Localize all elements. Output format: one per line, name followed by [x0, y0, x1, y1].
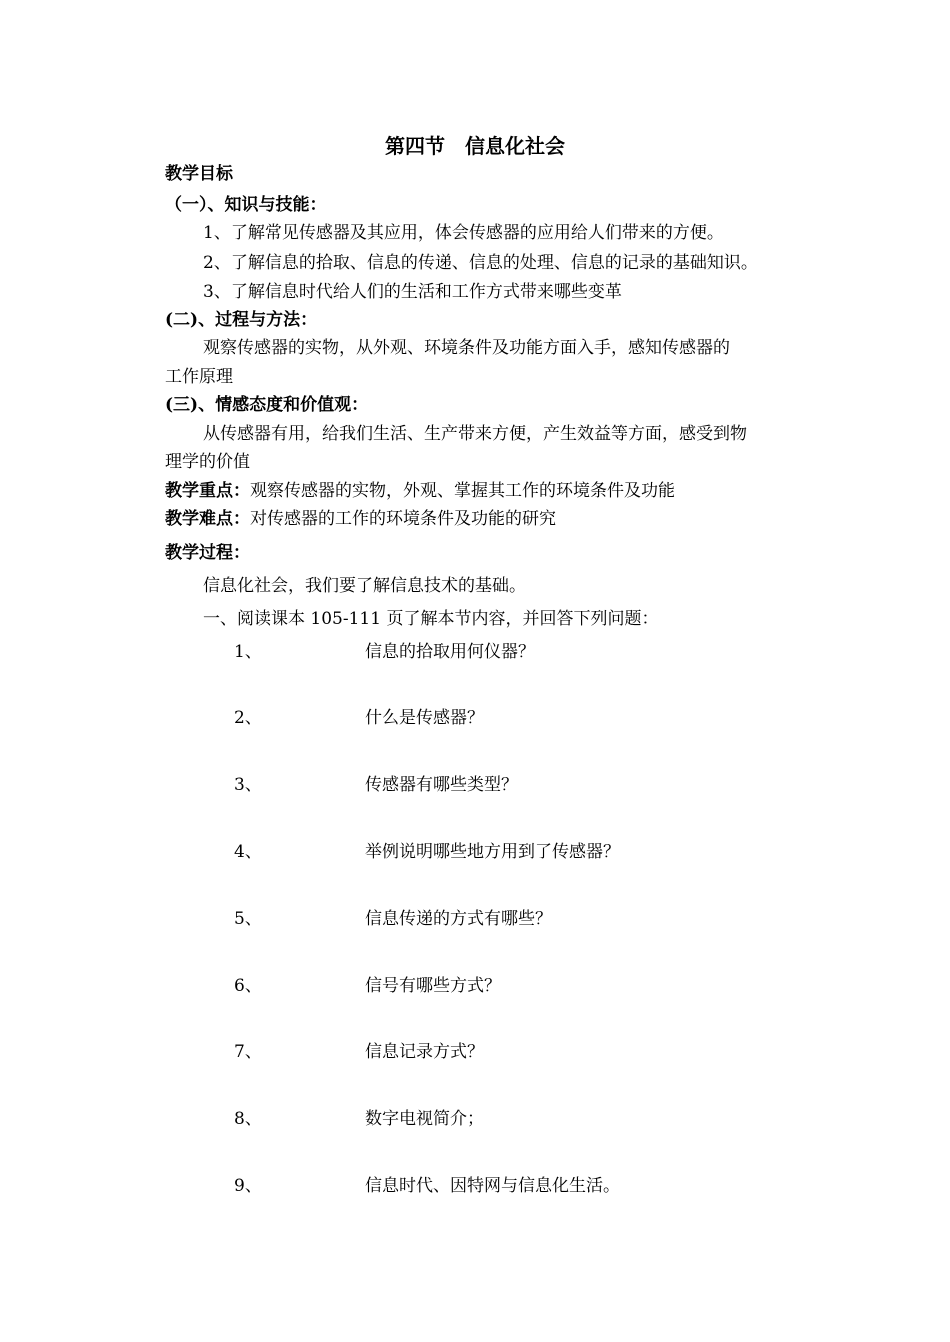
- question-text: 数字电视简介；: [365, 1109, 484, 1129]
- question-number: 2、: [234, 708, 262, 728]
- section2-heading: (二)、过程与方法：: [165, 310, 318, 330]
- question-text: 举例说明哪些地方用到了传感器？: [365, 842, 620, 862]
- question-text: 什么是传感器？: [365, 708, 484, 728]
- question-number: 1、: [234, 642, 262, 662]
- question-text: 信息时代、因特网与信息化生活。: [365, 1176, 620, 1196]
- question-text: 信息传递的方式有哪些？: [365, 909, 552, 929]
- process-heading: 教学过程：: [165, 543, 250, 563]
- objective-item: 1、了解常见传感器及其应用，体会传感器的应用给人们带来的方便。: [203, 223, 724, 243]
- section2-text-line2: 工作原理: [165, 367, 233, 387]
- difficult-point-label: 教学难点：: [165, 509, 250, 529]
- question-text: 信号有哪些方式？: [365, 976, 501, 996]
- objective-item: 3、了解信息时代给人们的生活和工作方式带来哪些变革: [203, 282, 622, 302]
- key-point-text: 观察传感器的实物，外观、掌握其工作的环境条件及功能: [250, 481, 675, 501]
- section3-heading: (三)、情感态度和价值观：: [165, 395, 369, 415]
- question-text: 信息的拾取用何仪器？: [365, 642, 535, 662]
- process-task: 一、阅读课本 105-111 页了解本节内容，并回答下列问题：: [203, 609, 659, 629]
- key-point: [165, 480, 675, 502]
- question-number: 3、: [234, 775, 262, 795]
- question-number: 9、: [234, 1176, 262, 1196]
- objectives-heading: 教学目标: [165, 164, 233, 184]
- section3-text-line1: 从传感器有用，给我们生活、生产带来方便，产生效益等方面，感受到物: [203, 424, 747, 444]
- question-text: 传感器有哪些类型？: [365, 775, 518, 795]
- question-number: 5、: [234, 909, 262, 929]
- section1-heading: （一）、知识与技能：: [165, 195, 327, 215]
- section3-text-line2: 理学的价值: [165, 452, 250, 472]
- section2-text-line1: 观察传感器的实物，从外观、环境条件及功能方面入手，感知传感器的: [203, 338, 730, 358]
- question-number: 8、: [234, 1109, 262, 1129]
- question-number: 7、: [234, 1042, 262, 1062]
- difficult-point-text: 对传感器的工作的环境条件及功能的研究: [250, 509, 556, 529]
- difficult-point: [165, 508, 556, 530]
- page-title: 第四节 信息化社会: [385, 134, 565, 158]
- process-intro: 信息化社会，我们要了解信息技术的基础。: [203, 576, 526, 596]
- key-point-label: 教学重点：: [165, 481, 250, 501]
- question-text: 信息记录方式？: [365, 1042, 484, 1062]
- question-number: 4、: [234, 842, 262, 862]
- question-number: 6、: [234, 976, 262, 996]
- objective-item: 2、了解信息的拾取、信息的传递、信息的处理、信息的记录的基础知识。: [203, 253, 758, 273]
